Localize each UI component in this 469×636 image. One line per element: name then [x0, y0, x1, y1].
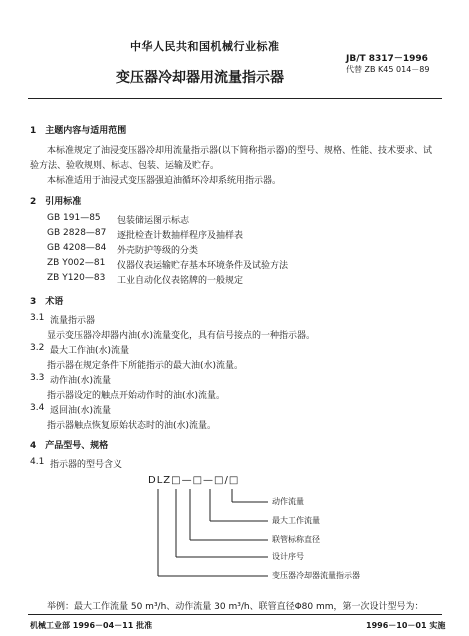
footer-divider	[28, 614, 442, 615]
ref-code: GB 2828—87	[47, 228, 107, 238]
section-4-heading: 4 产品型号、规格	[30, 441, 109, 451]
ref-title: 外壳防护等级的分类	[117, 246, 199, 256]
section-1-para-2: 本标准适用于油浸式变压器强迫油循环冷却系统用指示器。	[47, 176, 282, 186]
term-definition: 指示器触点恢复原始状态时的油(水)流量。	[47, 421, 217, 431]
ref-code: GB 4208—84	[47, 243, 107, 253]
term-name: 返回油(水)流量	[50, 406, 112, 416]
ref-title: 包装储运图示标志	[117, 216, 190, 226]
section-1-para-1-cont: 验方法、验收规则、标志、包装、运输及贮存。	[30, 161, 220, 171]
ref-title: 逐批检查计数抽样程序及抽样表	[117, 231, 244, 241]
replaces-code: 代替 ZB K45 014－89	[346, 65, 430, 74]
section-3-heading: 3 术语	[30, 297, 64, 307]
approval-date: 机械工业部 1996－04－11 批准	[30, 621, 153, 630]
diagram-label: 动作流量	[272, 497, 304, 506]
term-number: 3.4	[30, 403, 45, 413]
diagram-label: 设计序号	[272, 552, 304, 561]
subsection-number: 4.1	[30, 457, 45, 467]
term-number: 3.3	[30, 373, 45, 383]
example-text: 举例：最大工作流量 50 m³/h、动作流量 30 m³/h、联管直径Φ80 mm，第一次设计型号为：	[47, 602, 424, 612]
term-number: 3.1	[30, 313, 45, 323]
term-definition: 指示器设定的触点开始动作时的油(水)流量。	[47, 391, 226, 401]
section-1-para-1: 本标准规定了油浸变压器冷却用流量指示器(以下简称指示器)的型号、规格、性能、技术要求、试	[47, 146, 433, 156]
term-name: 动作油(水)流量	[50, 376, 112, 386]
issuing-authority: 中华人民共和国机械行业标准	[130, 40, 280, 53]
ref-code: ZB Y002—81	[47, 258, 106, 268]
term-number: 3.2	[30, 343, 45, 353]
ref-code: GB 191—85	[47, 213, 101, 223]
ref-title: 仪器仪表运输贮存基本环境条件及试验方法	[117, 261, 289, 271]
section-1-heading: 1 主题内容与适用范围	[30, 126, 127, 136]
term-definition: 指示器在规定条件下所能指示的最大油(水)流量。	[47, 361, 244, 371]
document-title: 变压器冷却器用流量指示器	[116, 70, 284, 86]
diagram-label: 联管标称直径	[272, 535, 320, 544]
term-name: 流量指示器	[50, 316, 96, 326]
standard-code: JB/T 8317－1996	[346, 54, 428, 64]
term-name: 最大工作油(水)流量	[50, 346, 130, 356]
model-code: DLZ□—□—□/□	[148, 475, 240, 486]
implementation-date: 1996－10－01 实施	[366, 621, 446, 630]
subsection-title: 指示器的型号含义	[50, 460, 123, 470]
term-definition: 显示变压器冷却器内油(水)流量变化，具有信号接点的一种指示器。	[47, 331, 316, 341]
diagram-label: 变压器冷却器流量指示器	[272, 571, 360, 580]
diagram-label: 最大工作流量	[272, 516, 320, 525]
ref-code: ZB Y120—83	[47, 273, 106, 283]
section-2-heading: 2 引用标准	[30, 197, 82, 207]
ref-title: 工业自动化仪表铭牌的一般规定	[117, 276, 244, 286]
